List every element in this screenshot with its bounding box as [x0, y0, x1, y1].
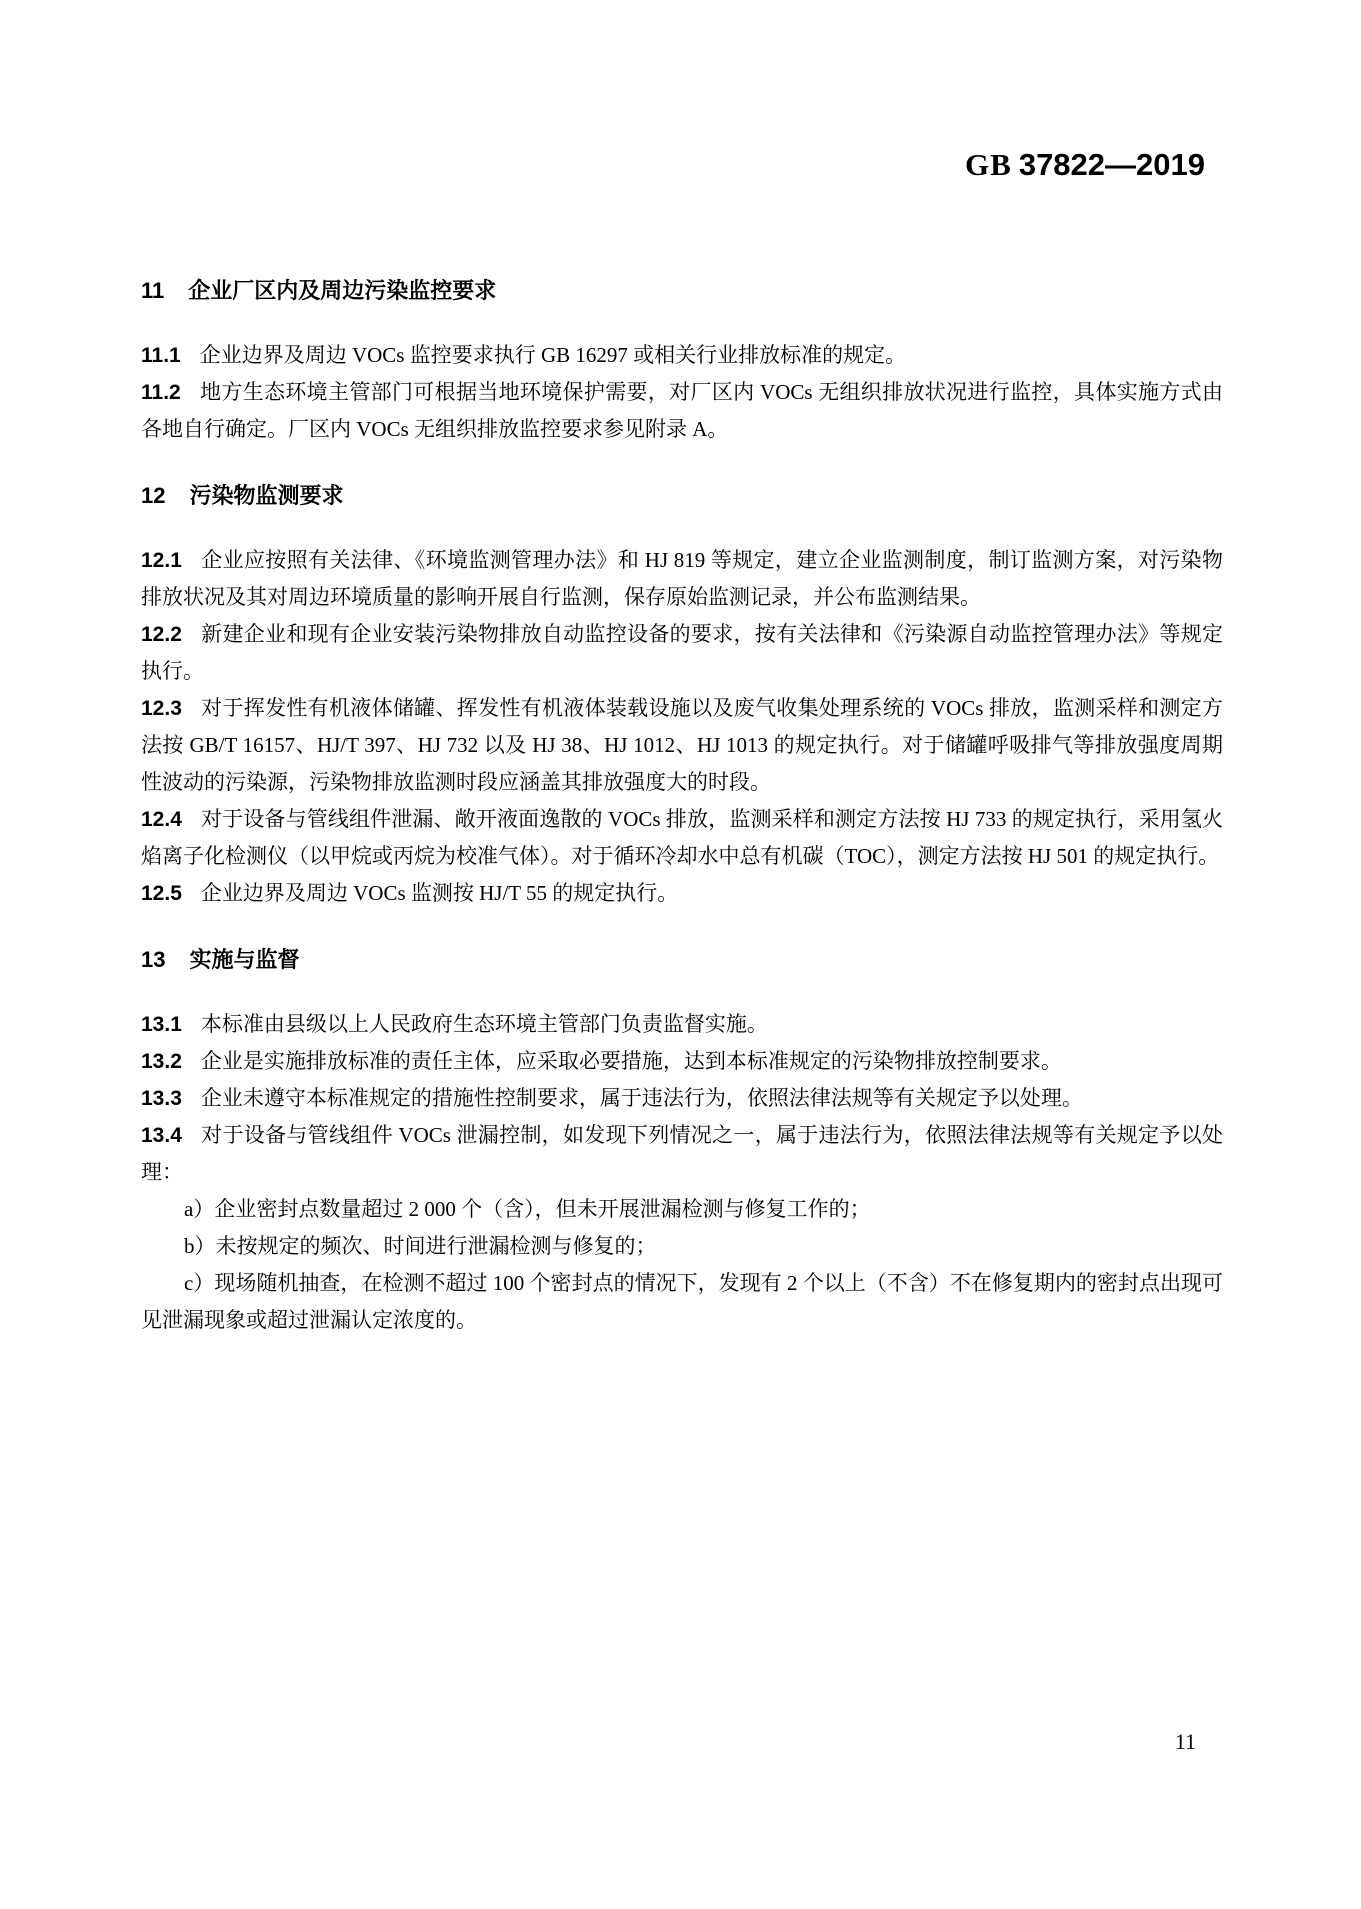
clause-text: 对于挥发性有机液体储罐、挥发性有机液体装载设施以及废气收集处理系统的 VOCs 排放，监测采样和测定方法按 GB/T 16157、HJ/T 397、HJ 732 以及 HJ 38、HJ 1012、HJ 1013 的规定执行。对于储罐呼吸排气等排放强度周期性波动的污染源，污染物排放监测时段应涵盖其排放强度大的时段。: [141, 696, 1223, 794]
section-title: 实施与监督: [189, 947, 300, 972]
clause-number: 12.2: [141, 623, 182, 646]
clause-12-5: [141, 875, 1223, 912]
clause-number: 13.2: [141, 1050, 182, 1073]
document-body: [141, 276, 1223, 1372]
section-number: 11: [141, 278, 165, 303]
section-12-heading: [141, 481, 1223, 511]
clause-text: 企业未遵守本标准规定的措施性控制要求，属于违法行为，依照法律法规等有关规定予以处理。: [200, 1086, 1083, 1110]
clause-13-3: [141, 1080, 1223, 1117]
section-11: [141, 276, 1223, 448]
clause-13-4-item-c: c）现场随机抽查，在检测不超过 100 个密封点的情况下，发现有 2 个以上（不含）不在修复期内的密封点出现可见泄漏现象或超过泄漏认定浓度的。: [141, 1271, 1223, 1332]
clause-number: 13.4: [141, 1124, 182, 1147]
clause-number: 11.1: [141, 344, 181, 367]
section-title: 企业厂区内及周边污染监控要求: [188, 278, 497, 303]
standard-code: [965, 147, 1205, 183]
clause-13-2: [141, 1043, 1223, 1080]
clause-13-4-item-a: a）企业密封点数量超过 2 000 个（含），但未开展泄漏检测与修复工作的；: [184, 1197, 871, 1221]
clause-text: 企业是实施排放标准的责任主体，应采取必要措施，达到本标准规定的污染物排放控制要求。: [200, 1049, 1062, 1073]
section-number: 12: [141, 483, 166, 508]
clause-number: 13.3: [141, 1087, 182, 1110]
section-11-heading: [141, 276, 1223, 306]
section-12: [141, 481, 1223, 912]
standard-code-prefix: GB: [965, 147, 1012, 182]
clause-text: 企业应按照有关法律、《环境监测管理办法》和 HJ 819 等规定，建立企业监测制度，制订监测方案，对污染物排放状况及其对周边环境质量的影响开展自行监测，保存原始监测记录，并公布监测结果。: [141, 548, 1223, 609]
clause-12-3: [141, 690, 1223, 801]
clause-text: 新建企业和现有企业安装污染物排放自动监控设备的要求，按有关法律和《污染源自动监控管理办法》等规定执行。: [141, 622, 1223, 683]
section-13: [141, 945, 1223, 1339]
standard-code-number: 37822—2019: [1018, 147, 1205, 182]
clause-number: 12.1: [141, 549, 182, 572]
clause-12-4: [141, 801, 1223, 875]
clause-number: 13.1: [141, 1013, 182, 1036]
section-number: 13: [141, 947, 166, 972]
clause-12-1: [141, 542, 1223, 616]
clause-number: 12.3: [141, 697, 182, 720]
clause-11-1: [141, 337, 1223, 374]
clause-text: 本标准由县级以上人民政府生态环境主管部门负责监督实施。: [200, 1012, 768, 1036]
section-13-heading: [141, 945, 1223, 975]
clause-text: 企业边界及周边 VOCs 监控要求执行 GB 16297 或相关行业排放标准的规定。: [199, 343, 907, 367]
clause-text: 对于设备与管线组件泄漏、敞开液面逸散的 VOCs 排放，监测采样和测定方法按 HJ 733 的规定执行，采用氢火焰离子化检测仪（以甲烷或丙烷为校准气体）。对于循环冷却水中总有机碳（TOC），测定方法按 HJ 501 的规定执行。: [141, 807, 1223, 868]
clause-12-2: [141, 616, 1223, 690]
clause-13-4-item-b: b）未按规定的频次、时间进行泄漏检测与修复的；: [184, 1234, 657, 1258]
section-title: 污染物监测要求: [189, 483, 344, 508]
page-number: 11: [1174, 1729, 1196, 1754]
clause-13-4: [141, 1117, 1223, 1191]
clause-text: 对于设备与管线组件 VOCs 泄漏控制，如发现下列情况之一，属于违法行为，依照法律法规等有关规定予以处理：: [141, 1123, 1223, 1184]
clause-text: 企业边界及周边 VOCs 监测按 HJ/T 55 的规定执行。: [200, 881, 679, 905]
clause-13-1: [141, 1006, 1223, 1043]
clause-number: 12.5: [141, 882, 182, 905]
clause-text: 地方生态环境主管部门可根据当地环境保护需要，对厂区内 VOCs 无组织排放状况进行监控，具体实施方式由各地自行确定。厂区内 VOCs 无组织排放监控要求参见附录 A。: [141, 380, 1223, 441]
clause-number: 11.2: [141, 381, 181, 404]
clause-11-2: [141, 374, 1223, 448]
clause-number: 12.4: [141, 808, 182, 831]
